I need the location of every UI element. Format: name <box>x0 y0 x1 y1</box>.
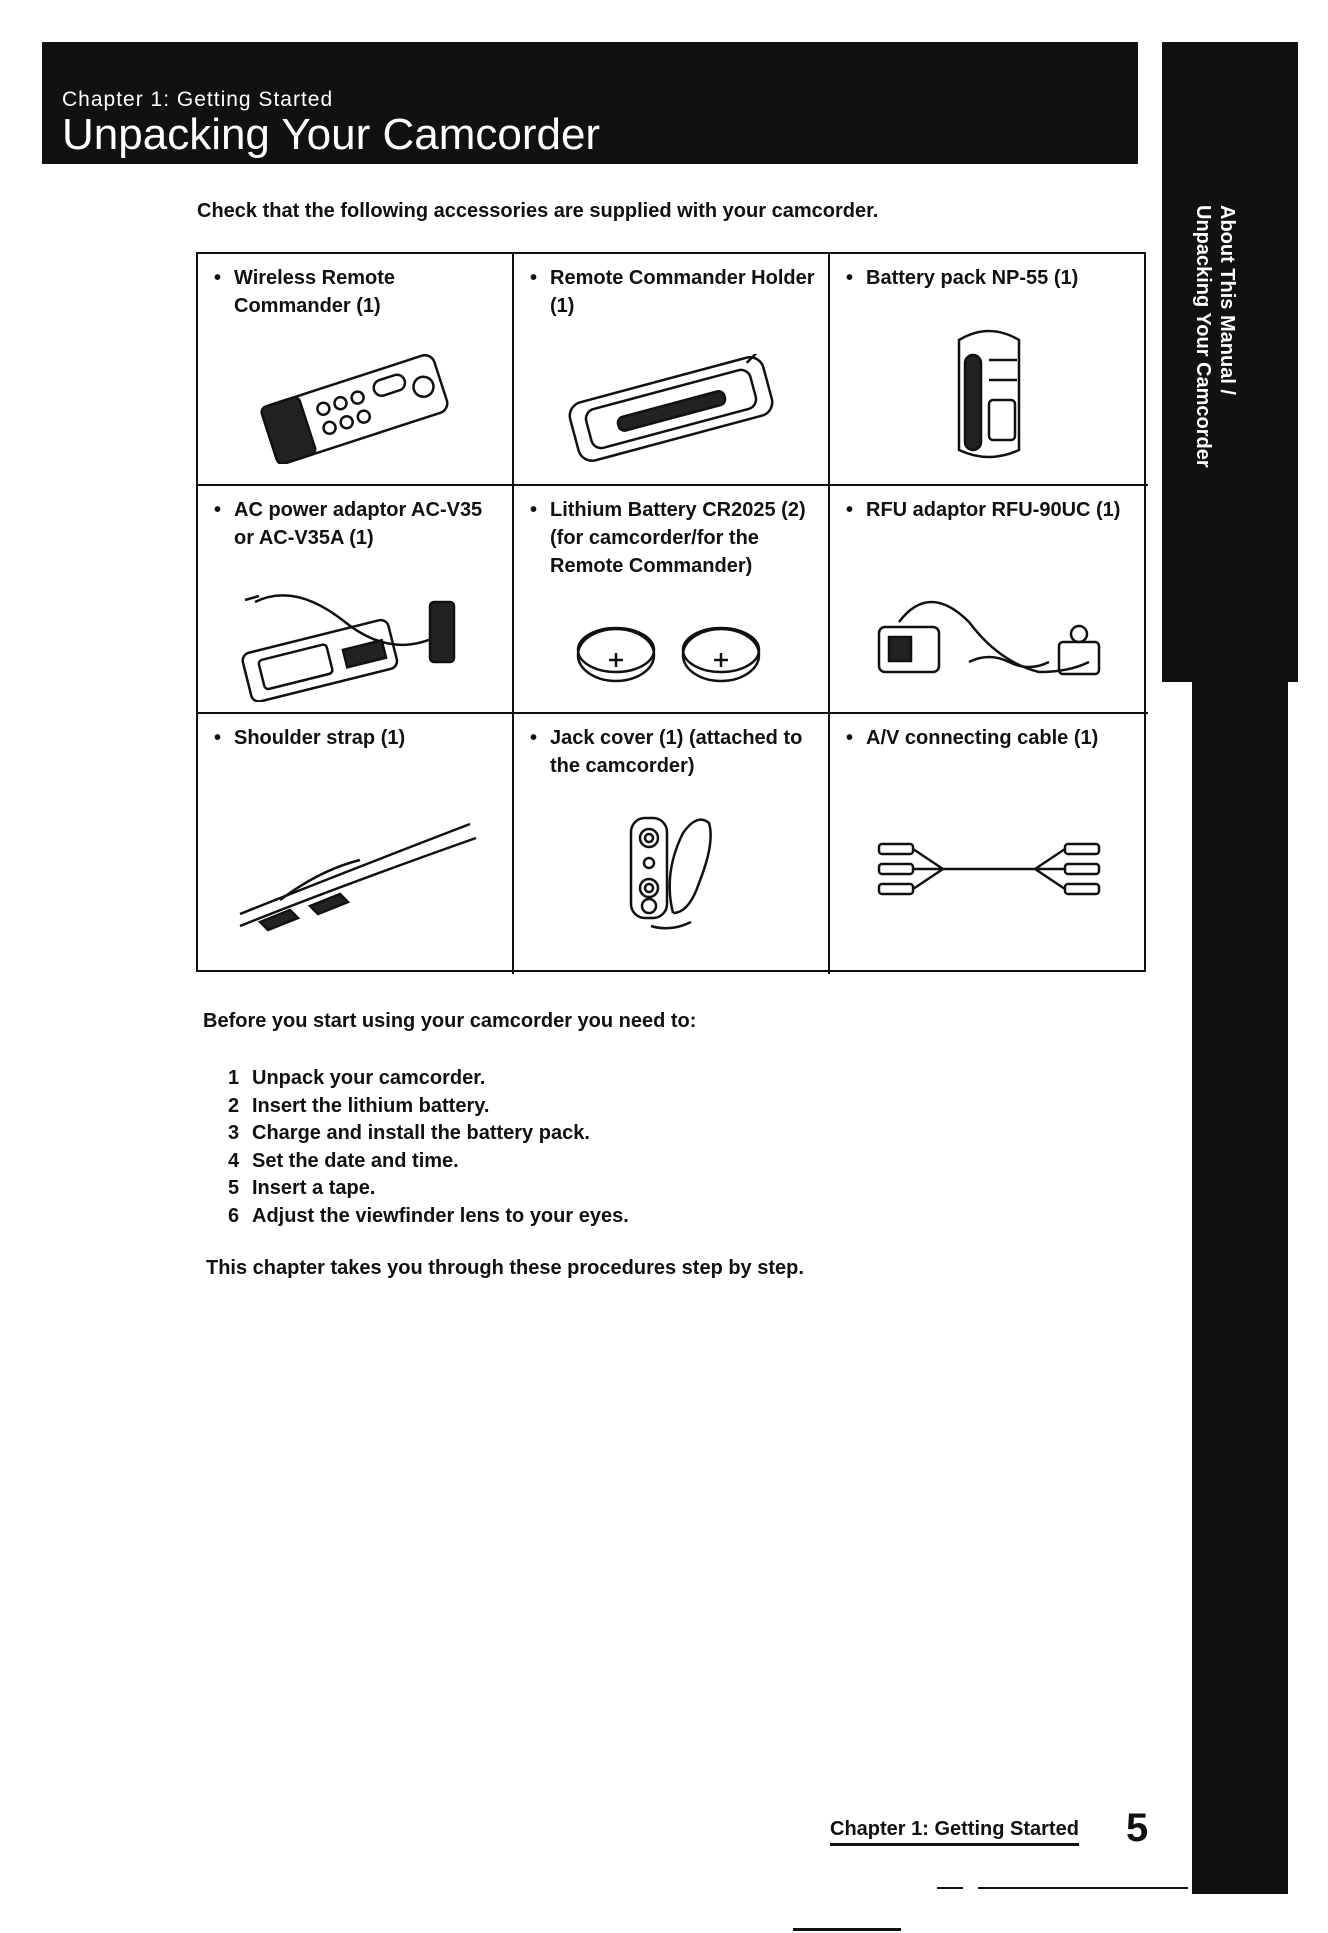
footer-rule <box>793 1928 901 1931</box>
list-item <box>228 1175 629 1203</box>
footer-chapter: Chapter 1: Getting Started <box>830 1818 1079 1846</box>
accessory-cell <box>514 486 830 714</box>
shoulder-strap-icon <box>220 814 490 934</box>
step-text: Adjust the viewfinder lens to your eyes. <box>252 1204 629 1227</box>
accessory-label: • Battery pack NP-55 (1) <box>842 264 1136 292</box>
accessory-label: • Jack cover (1) (attached to the camcorder) <box>526 724 816 780</box>
accessory-cell <box>830 486 1148 714</box>
lithium-battery-icon <box>561 620 781 690</box>
step-number: 3 <box>228 1122 240 1144</box>
list-item <box>228 1203 629 1231</box>
accessory-label: • A/V connecting cable (1) <box>842 724 1136 752</box>
accessory-cell <box>514 714 830 974</box>
list-item <box>228 1065 629 1093</box>
av-cable-icon <box>859 834 1119 904</box>
side-tab-text <box>1178 205 1268 505</box>
ac-adaptor-icon <box>225 582 485 702</box>
step-number: 2 <box>228 1094 240 1117</box>
chapter-label: Chapter 1: Getting Started <box>62 88 334 111</box>
accessory-grid <box>196 252 1146 972</box>
accessory-cell <box>198 486 514 714</box>
side-tab-line2: Unpacking Your Camcorder <box>1192 205 1214 468</box>
list-item <box>228 1093 629 1121</box>
steps-list <box>228 1065 629 1230</box>
remote-commander-icon <box>245 354 465 464</box>
footer-rule <box>937 1887 963 1889</box>
accessory-label: • Remote Commander Holder (1) <box>526 264 816 320</box>
step-text: Insert the lithium battery. <box>252 1094 490 1117</box>
accessory-label: • Wireless Remote Commander (1) <box>210 264 500 320</box>
list-item <box>228 1148 629 1176</box>
accessory-cell <box>198 254 514 486</box>
accessory-label: • AC power adaptor AC-V35 or AC-V35A (1) <box>210 496 500 552</box>
accessory-cell <box>830 714 1148 974</box>
step-text: Set the date and time. <box>252 1149 459 1172</box>
step-number: 5 <box>228 1177 240 1199</box>
side-tab-line1: About This Manual / <box>1216 205 1238 395</box>
accessory-cell <box>514 254 830 486</box>
accessory-label: • Lithium Battery CR2025 (2) (for camcorder/for the Remote Commander) <box>526 496 816 580</box>
step-text: Insert a tape. <box>252 1177 376 1199</box>
footer-rule <box>978 1887 1188 1889</box>
before-text: Before you start using your camcorder you need to: <box>203 1010 697 1032</box>
rfu-adaptor-icon <box>859 582 1119 692</box>
page-number: 5 <box>1126 1806 1149 1850</box>
step-number: 6 <box>228 1204 240 1227</box>
accessory-label: • Shoulder strap (1) <box>210 724 500 752</box>
intro-text: Check that the following accessories are supplied with your camcorder. <box>197 200 879 222</box>
step-number: 4 <box>228 1149 240 1172</box>
accessory-cell <box>830 254 1148 486</box>
remote-holder-icon <box>556 354 786 464</box>
page-title: Unpacking Your Camcorder <box>62 110 601 159</box>
step-text: Unpack your camcorder. <box>252 1067 486 1089</box>
step-text: Charge and install the battery pack. <box>252 1122 590 1144</box>
jack-cover-icon <box>611 808 731 938</box>
closing-text: This chapter takes you through these procedures step by step. <box>206 1257 804 1279</box>
battery-pack-icon <box>939 320 1039 470</box>
accessory-cell <box>198 714 514 974</box>
step-number: 1 <box>228 1067 240 1089</box>
list-item <box>228 1120 629 1148</box>
side-black-strip <box>1192 682 1288 1894</box>
accessory-label: • RFU adaptor RFU-90UC (1) <box>842 496 1136 524</box>
